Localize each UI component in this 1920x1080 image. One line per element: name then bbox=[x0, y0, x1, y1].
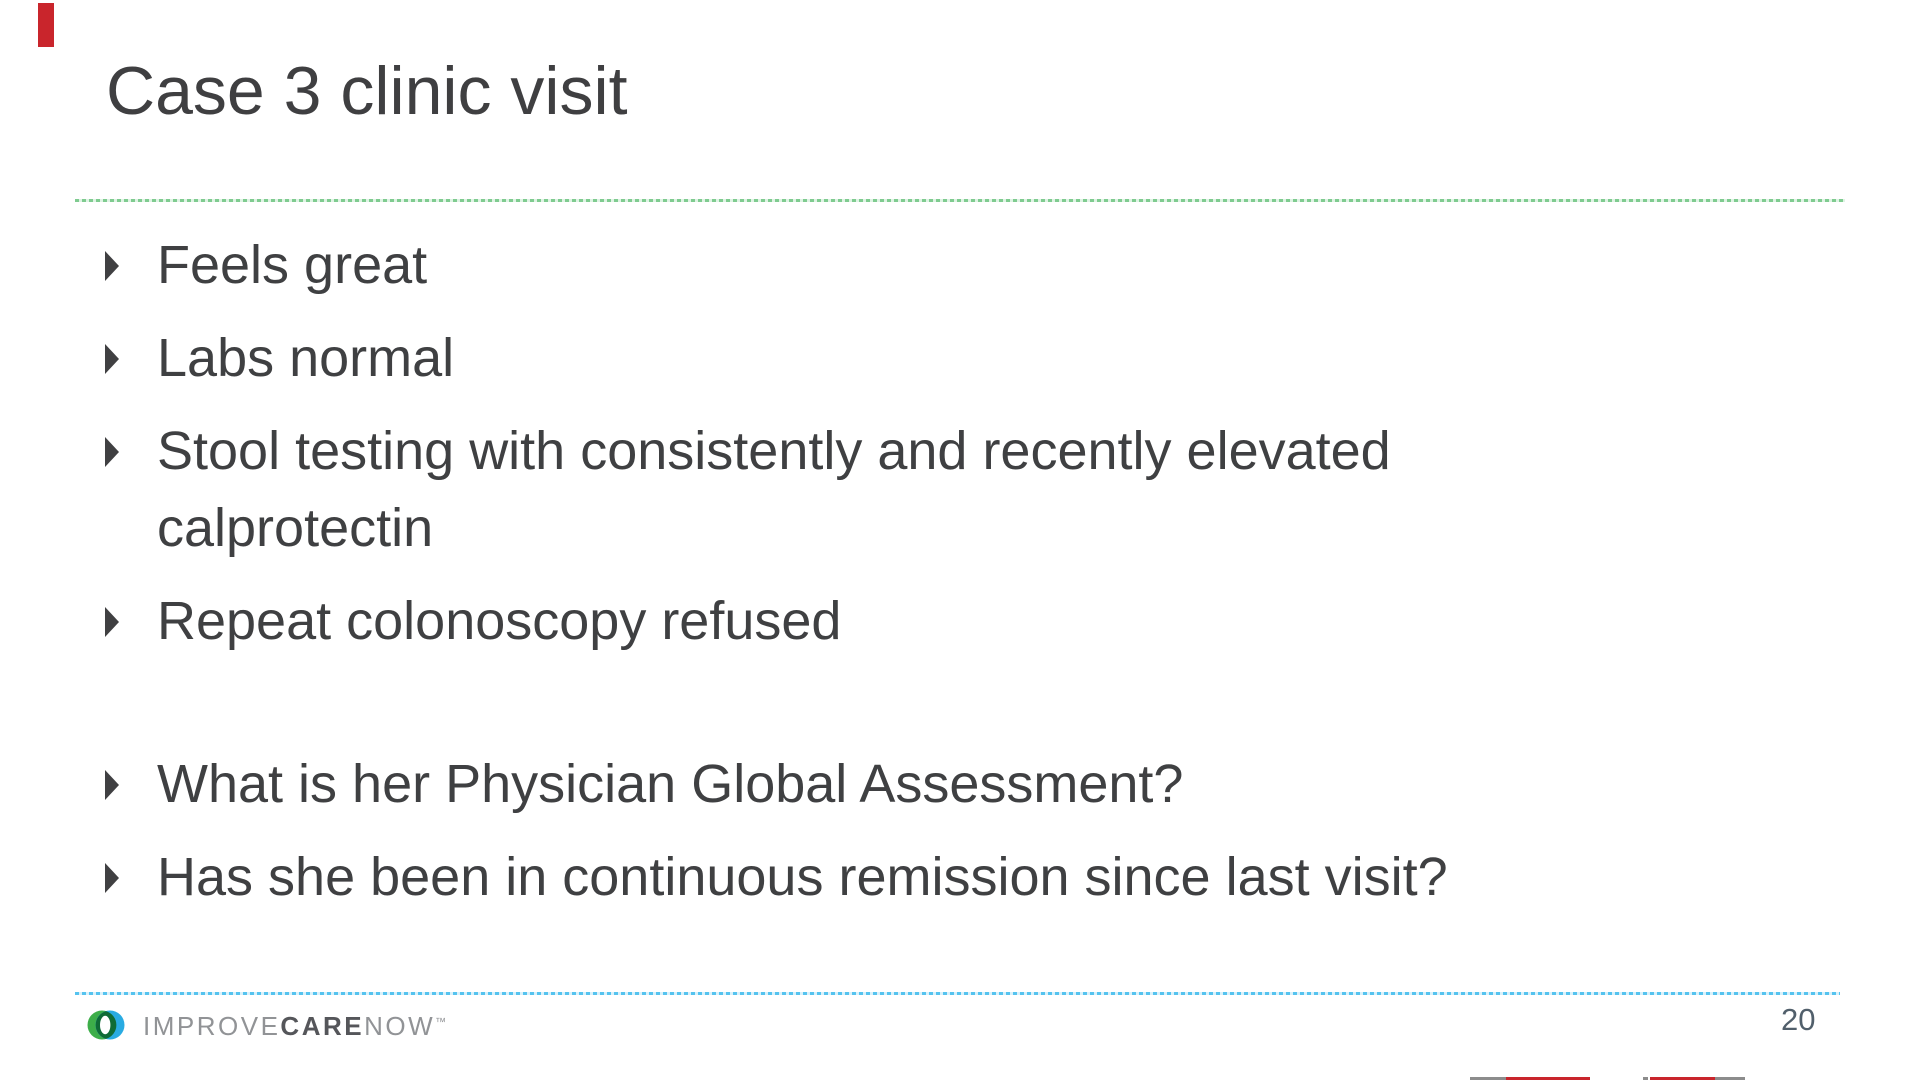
bullet-item bbox=[105, 413, 1745, 567]
slide-title: Case 3 clinic visit bbox=[106, 53, 628, 129]
bullet-text-continuation: calprotectin bbox=[157, 498, 434, 558]
red-marker-top-left bbox=[38, 3, 54, 47]
brand-care: CARE bbox=[280, 1011, 365, 1041]
arrow-bullet-icon bbox=[105, 251, 119, 281]
bullet-item bbox=[105, 583, 1745, 660]
arrow-bullet-icon bbox=[105, 437, 119, 467]
bullet-text: Feels great bbox=[157, 235, 428, 295]
footer-divider-line bbox=[75, 992, 1840, 995]
brand-improve: IMPROVE bbox=[143, 1011, 281, 1041]
bullet-item bbox=[105, 320, 1745, 397]
bullet-text: What is her Physician Global Assessment? bbox=[157, 754, 1184, 814]
bullet-item bbox=[105, 746, 1745, 823]
bullet-text: Has she been in continuous remission since last visit? bbox=[157, 847, 1448, 907]
arrow-bullet-icon bbox=[105, 607, 119, 637]
brand-now: NOW bbox=[364, 1011, 436, 1041]
bullet-text: Labs normal bbox=[157, 328, 455, 388]
bullet-list bbox=[105, 227, 1745, 932]
page-number: 20 bbox=[1781, 1002, 1816, 1037]
brand-trademark: ™ bbox=[435, 1016, 447, 1029]
arrow-bullet-icon bbox=[105, 863, 119, 893]
improvecarenow-logo-icon bbox=[86, 1005, 126, 1045]
title-divider-line bbox=[75, 199, 1845, 202]
bullet-item bbox=[105, 839, 1745, 916]
arrow-bullet-icon bbox=[105, 770, 119, 800]
arrow-bullet-icon bbox=[105, 344, 119, 374]
bullet-text: Stool testing with consistently and recently elevated bbox=[157, 421, 1391, 481]
bullet-text: Repeat colonoscopy refused bbox=[157, 591, 842, 651]
bullet-item bbox=[105, 227, 1745, 304]
brand-wordmark bbox=[143, 1011, 446, 1042]
